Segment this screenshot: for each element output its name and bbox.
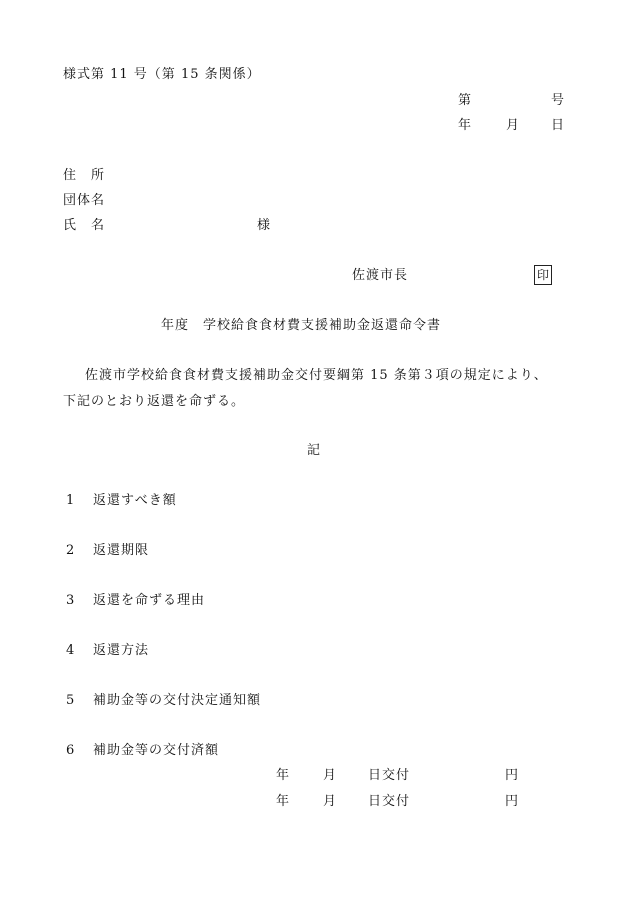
item-4-number: 4 [66,643,76,658]
item-4-label: 返還方法 [93,643,150,658]
item-6-label: 補助金等の交付済額 [93,743,220,758]
item-1-number: 1 [66,493,76,508]
form-label: 様式第 11 号（第 15 条関係） [63,67,261,82]
doc-number-go: 号 [551,93,566,108]
doc-number-dai: 第 [458,93,473,108]
date-month: 月 [506,118,521,133]
item-6-number: 6 [66,743,76,758]
payment-row-2-month: 月 [323,794,338,809]
item-5-number: 5 [66,693,76,708]
item-3-number: 3 [66,593,76,608]
item-2-number: 2 [66,543,76,558]
payment-row-1-yen: 円 [505,768,520,783]
payment-row-2-year: 年 [276,794,291,809]
recipient-address: 住 所 [63,168,106,183]
item-5-label: 補助金等の交付決定通知額 [93,693,262,708]
payment-row-2-yen: 円 [505,794,520,809]
recipient-name: 氏 名 [63,218,106,233]
date-day: 日 [551,118,566,133]
recipient-honorific: 様 [257,218,272,233]
item-1-label: 返還すべき額 [93,493,177,508]
body-text-line-1: 佐渡市学校給食食材費支援補助金交付要綱第 15 条第３項の規定により、 [85,368,548,383]
document-title: 年度 学校給食食材費支援補助金返還命令書 [161,318,442,333]
seal-stamp: 印 [534,265,552,285]
recipient-group: 団体名 [63,193,106,208]
payment-row-1-year: 年 [276,768,291,783]
payment-row-2-day: 日交付 [368,794,411,809]
issuer-title: 佐渡市長 [352,268,409,283]
item-3-label: 返還を命ずる理由 [93,593,206,608]
body-text-line-2: 下記のとおり返還を命ずる。 [63,394,246,409]
payment-row-1-day: 日交付 [368,768,411,783]
item-2-label: 返還期限 [93,543,150,558]
payment-row-1-month: 月 [323,768,338,783]
ki-heading: 記 [307,443,322,458]
date-year: 年 [458,118,473,133]
